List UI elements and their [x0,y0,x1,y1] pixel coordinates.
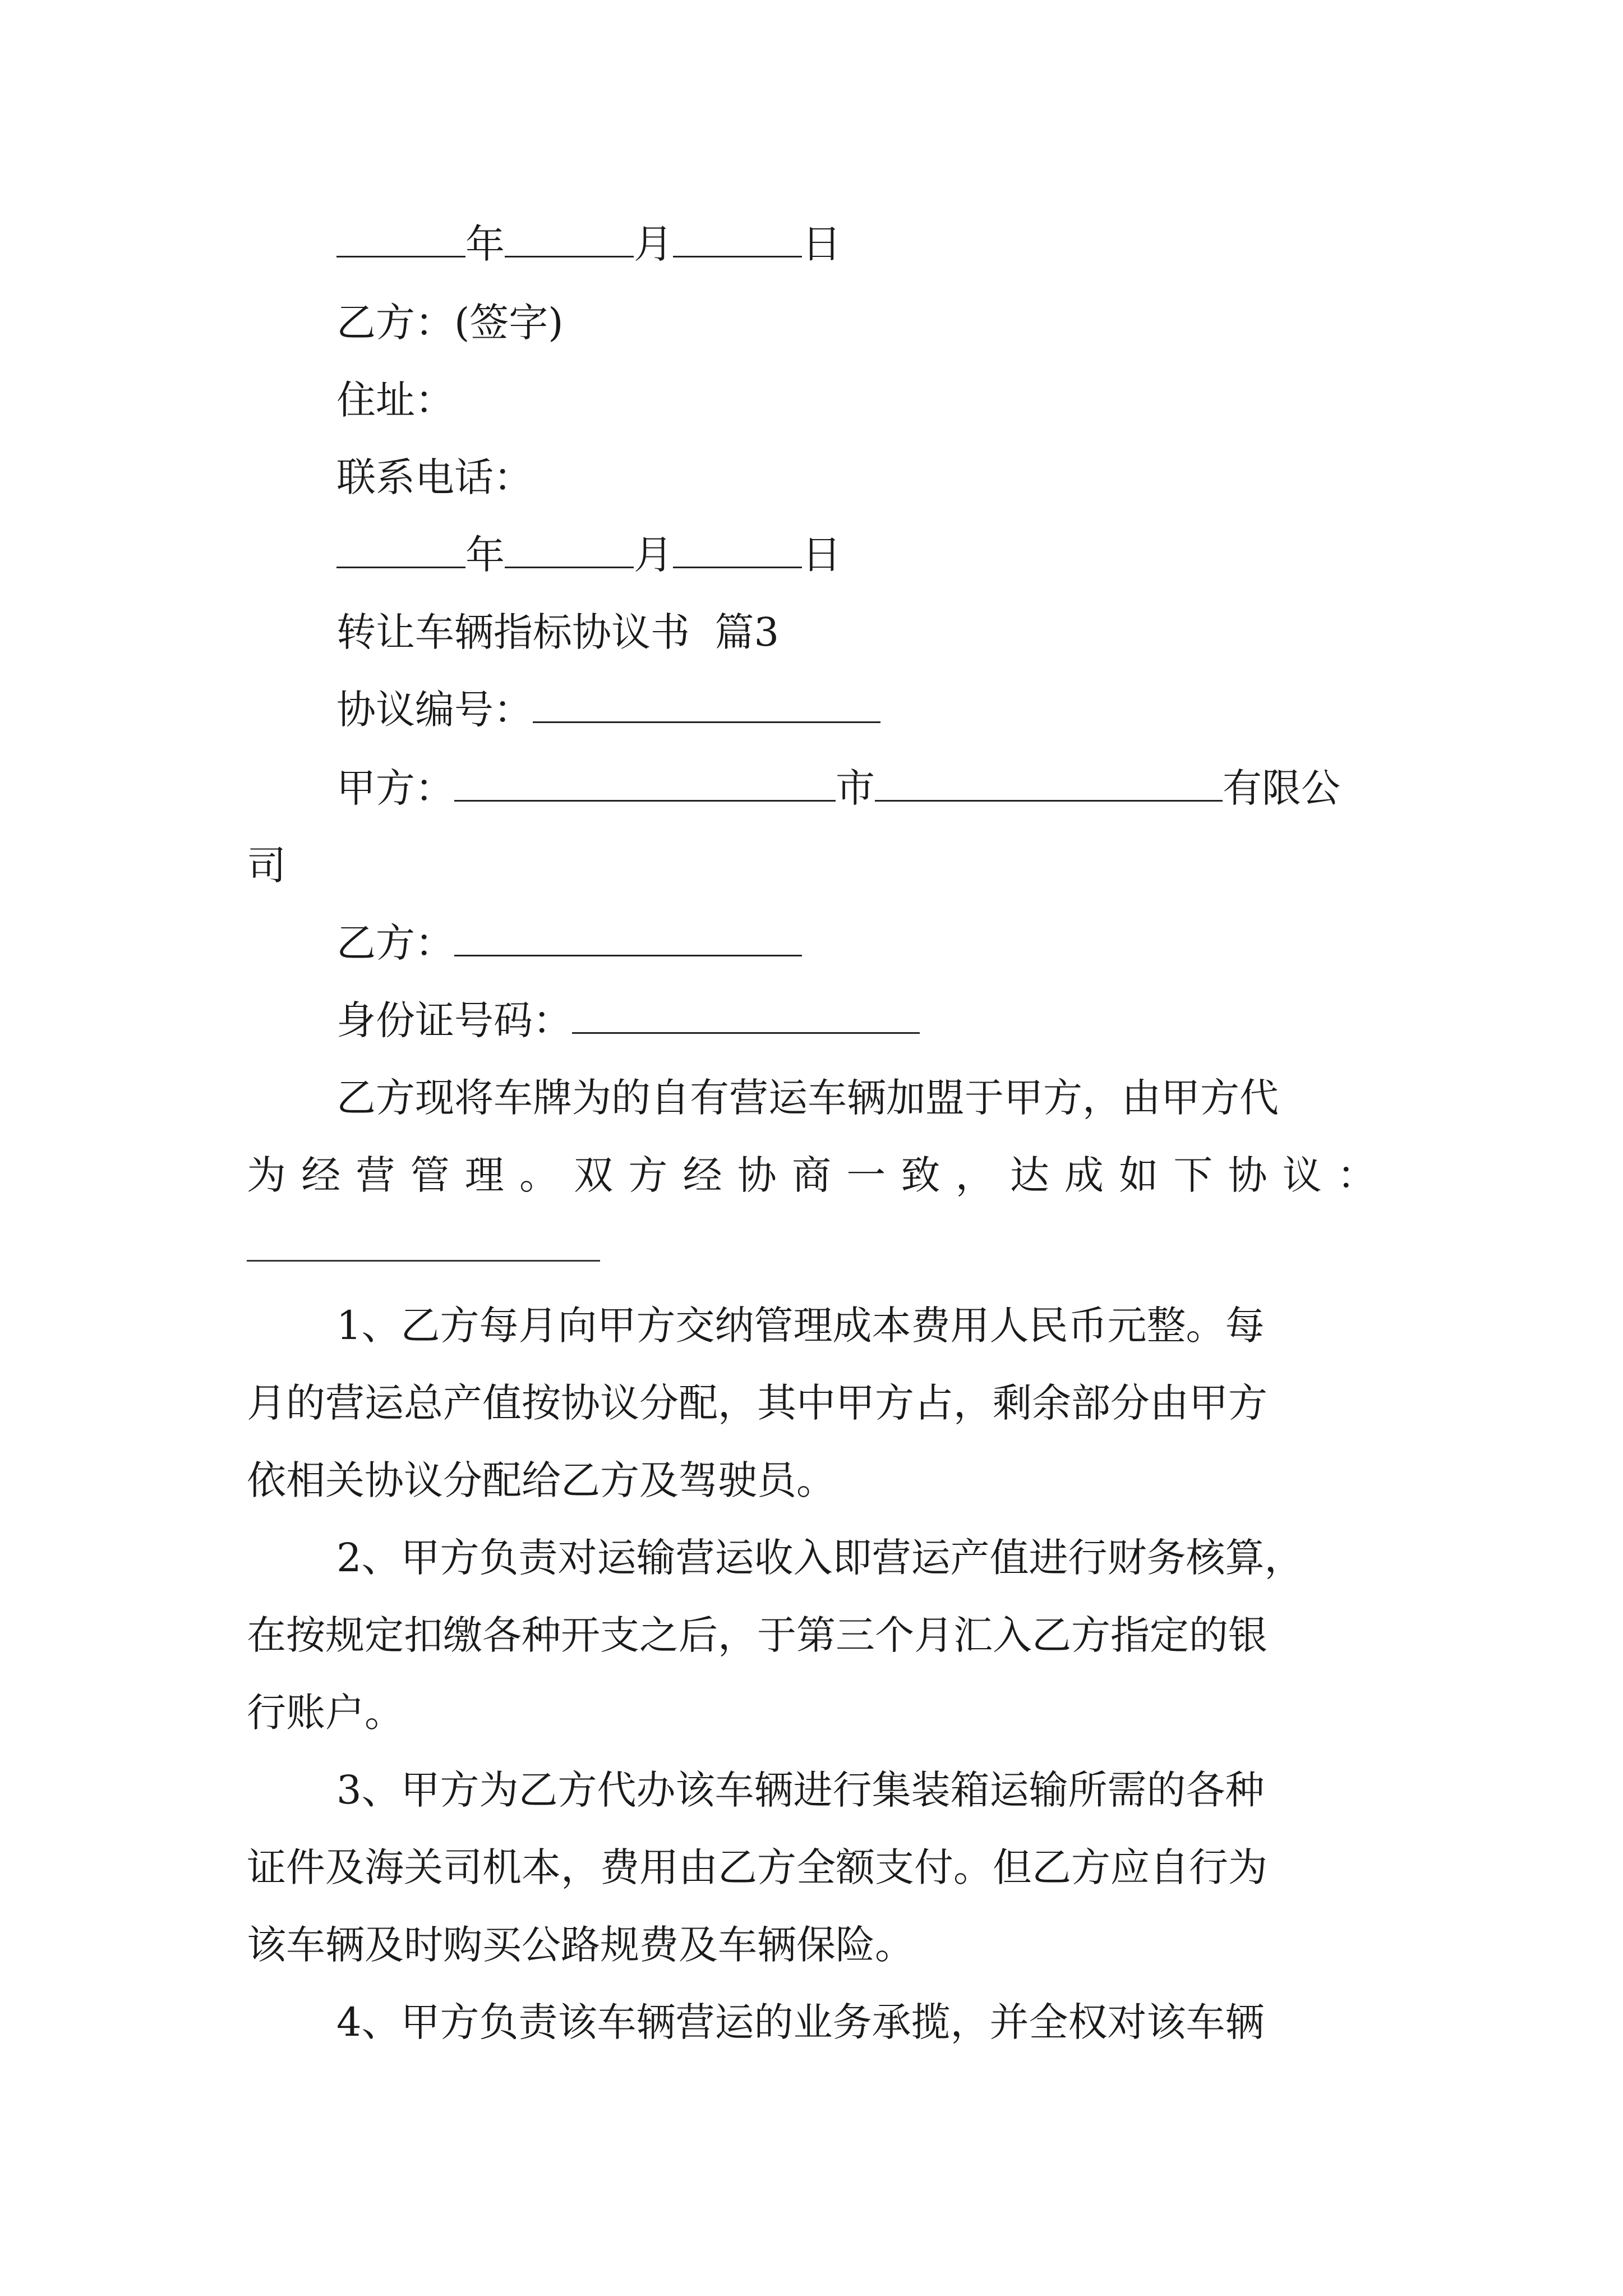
date-line-2 [247,530,1376,580]
clause-3-line-1: 3、甲方为乙方代办该车辆进行集装箱运输所需的各种 [336,1767,1265,1813]
year-blank [336,534,465,568]
address-line: 住址： [336,377,454,423]
phone-line: 联系电话： [336,454,533,500]
year-label: 年 [465,532,505,578]
clause-3-line-2: 证件及海关司机本，费用由乙方全额支付。但乙方应自行为 [247,1844,1267,1890]
separator-rule [247,1260,600,1262]
agreement-number-blank [533,689,880,723]
party-a-line [247,763,1376,813]
month-blank [505,534,634,568]
month-label: 月 [634,532,673,578]
clause-1-line-3: 依相关协议分配给乙方及驾驶员。 [247,1457,836,1503]
day-label: 日 [802,221,841,267]
clause-2-line-3: 行账户。 [247,1690,404,1736]
clause-4-line-1: 4、甲方负责该车辆营运的业务承揽，并全权对该车辆 [336,1999,1265,2045]
id-number-line [247,995,1376,1046]
day-blank [673,534,802,568]
intro-line-1: 乙方现将车牌为的自有营运车辆加盟于甲方，由甲方代 [336,1075,1279,1121]
party-a-company-label: 有限公 [1223,765,1340,811]
id-number-label: 身份证号码： [336,997,572,1043]
party-b-signature: 乙方：(签字) [336,300,564,346]
party-a-label: 甲方： [336,765,454,811]
agreement-number-line [247,684,1376,735]
clause-2-line-1: 2、甲方负责对运输营运收入即营运产值进行财务核算， [336,1535,1304,1581]
section-title: 转让车辆指标协议书 篇3 [336,609,780,655]
day-label: 日 [802,532,841,578]
month-label: 月 [634,221,673,267]
clause-2-line-2: 在按规定扣缴各种开支之后，于第三个月汇入乙方指定的银 [247,1612,1267,1658]
party-a-city-blank [454,767,836,802]
year-blank [336,223,465,257]
intro-line-2: 为经营管理。双方经协商一致，达成如下协议： [247,1152,1376,1198]
party-a-company-blank [875,767,1223,802]
month-blank [505,223,634,257]
party-b-label: 乙方： [336,920,454,966]
clause-3-line-3: 该车辆及时购买公路规费及车辆保险。 [247,1922,914,1968]
id-number-blank [572,1000,920,1034]
date-line-1 [247,219,1376,269]
day-blank [673,223,802,257]
agreement-number-label: 协议编号： [336,687,533,733]
party-a-city-label: 市 [836,765,875,811]
party-b-blank [454,922,802,956]
year-label: 年 [465,221,505,267]
clause-1-line-1: 1、乙方每月向甲方交纳管理成本费用人民币元整。每 [336,1303,1265,1349]
clause-1-line-2: 月的营运总产值按协议分配，其中甲方占，剩余部分由甲方 [247,1380,1267,1426]
party-a-line-cont: 司 [247,843,286,889]
party-b-line [247,918,1376,968]
